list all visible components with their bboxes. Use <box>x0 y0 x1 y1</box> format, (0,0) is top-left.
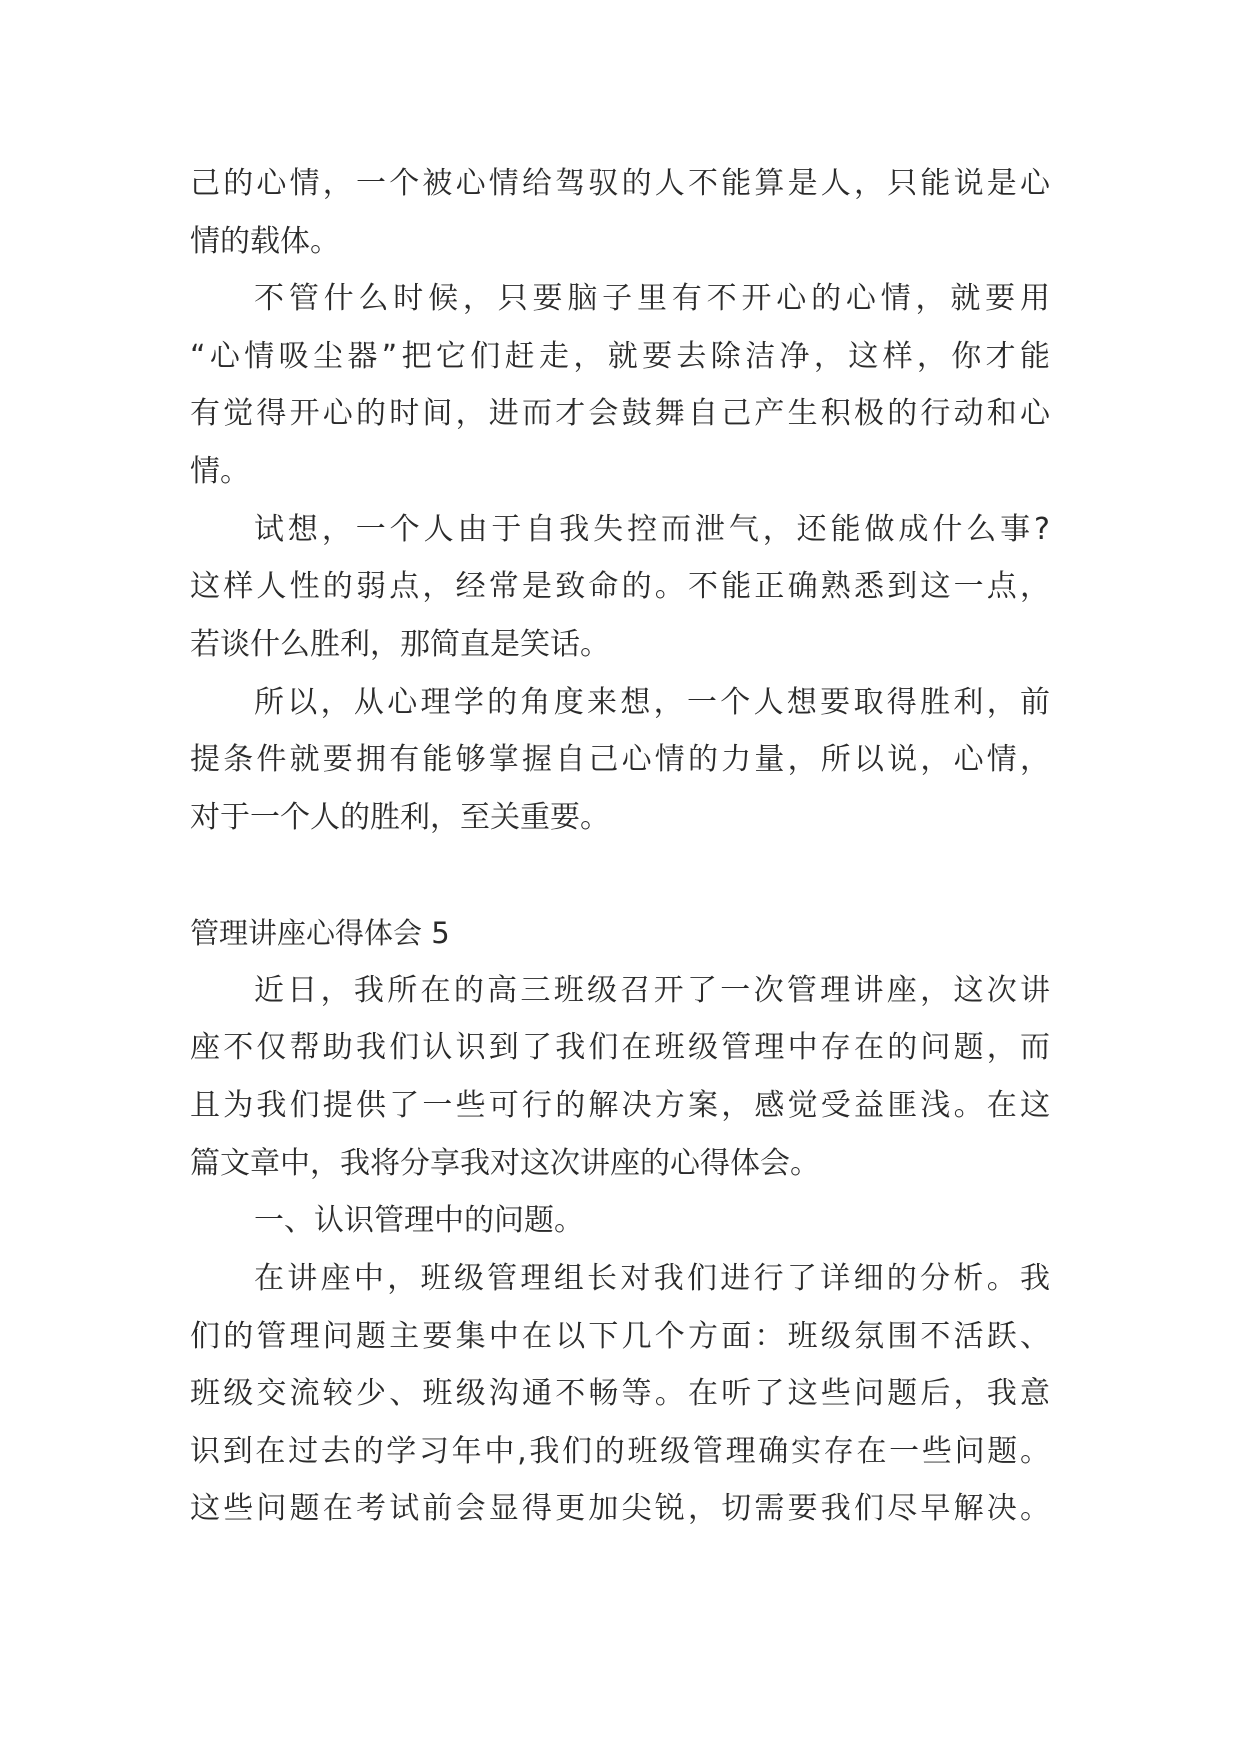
paragraph-line: 己的心情，一个被心情给驾驭的人不能算是人，只能说是心 <box>190 166 1050 201</box>
paragraph-line: 在讲座中，班级管理组长对我们进行了详细的分析。我 <box>254 1261 1050 1296</box>
paragraph-line: 不管什么时候，只要脑子里有不开心的心情，就要用 <box>254 281 1050 316</box>
section-heading: 管理讲座心得体会 5 <box>190 916 450 950</box>
paragraph-line: 近日，我所在的高三班级召开了一次管理讲座，这次讲 <box>254 973 1050 1008</box>
paragraph-line: 试想，一个人由于自我失控而泄气，还能做成什么事? <box>254 512 1050 547</box>
paragraph-line: “心情吸尘器”把它们赶走，就要去除洁净，这样，你才能 <box>190 339 1050 374</box>
paragraph-line: 这样人性的弱点，经常是致命的。不能正确熟悉到这一点， <box>190 569 1050 604</box>
paragraph-line: 且为我们提供了一些可行的解决方案，感觉受益匪浅。在这 <box>190 1088 1050 1123</box>
paragraph-line: 情的载体。 <box>190 224 340 259</box>
paragraph-line: 所以，从心理学的角度来想，一个人想要取得胜利，前 <box>254 685 1050 720</box>
paragraph-line: 情。 <box>190 454 250 489</box>
subsection-heading: 一、认识管理中的问题。 <box>254 1203 584 1238</box>
paragraph-line: 识到在过去的学习年中,我们的班级管理确实存在一些问题。 <box>190 1434 1050 1469</box>
paragraph-line: 们的管理问题主要集中在以下几个方面：班级氛围不活跃、 <box>190 1319 1050 1354</box>
paragraph-line: 有觉得开心的时间，进而才会鼓舞自己产生积极的行动和心 <box>190 396 1050 431</box>
paragraph-line: 班级交流较少、班级沟通不畅等。在听了这些问题后，我意 <box>190 1376 1050 1411</box>
paragraph-line: 座不仅帮助我们认识到了我们在班级管理中存在的问题，而 <box>190 1030 1050 1065</box>
paragraph-line: 提条件就要拥有能够掌握自己心情的力量，所以说，心情， <box>190 742 1050 777</box>
paragraph-line: 对于一个人的胜利，至关重要。 <box>190 800 610 835</box>
paragraph-line: 篇文章中，我将分享我对这次讲座的心得体会。 <box>190 1146 820 1181</box>
paragraph-line: 若谈什么胜利，那简直是笑话。 <box>190 627 610 662</box>
paragraph-line: 这些问题在考试前会显得更加尖锐，切需要我们尽早解决。 <box>190 1491 1050 1526</box>
